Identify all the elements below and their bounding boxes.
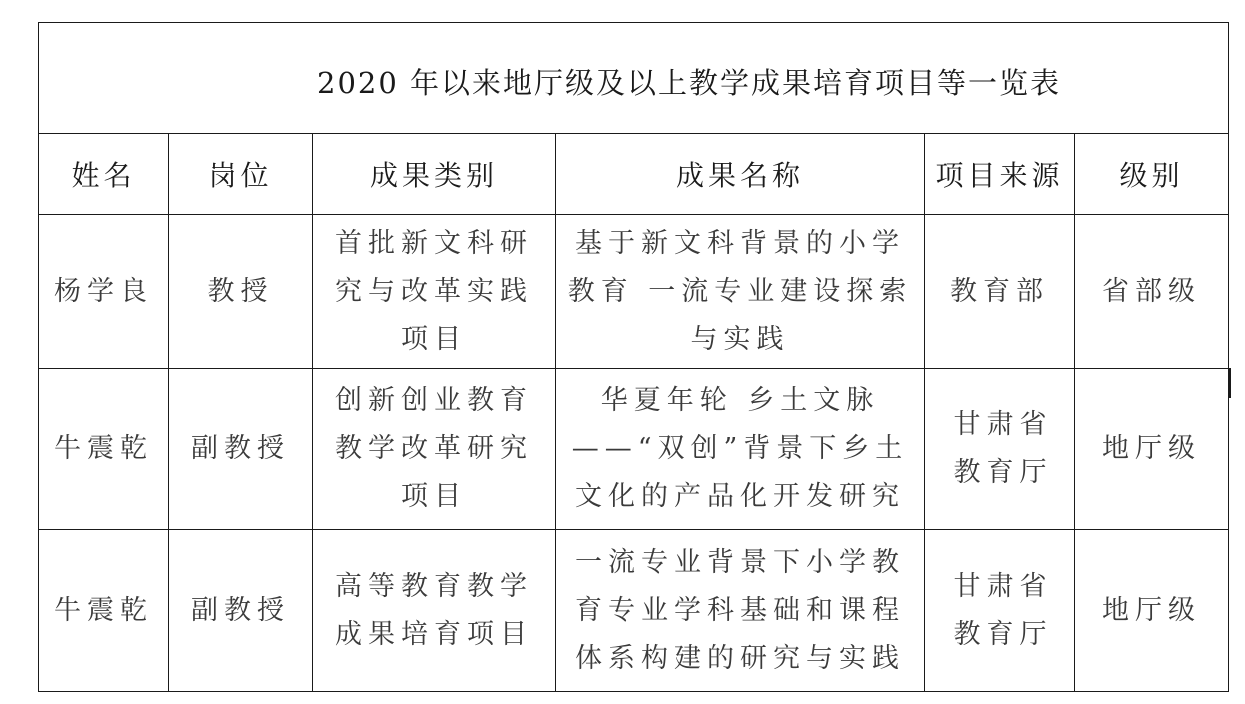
table-row — [39, 530, 1229, 692]
result-name-text: 一流专业背景下小学教育专业学科基础和课程体系构建的研究与实践 — [575, 546, 905, 674]
text-cursor-mark — [1229, 368, 1231, 398]
header-name: 姓名 — [39, 134, 169, 215]
category-text: 创新创业教育教学改革研究项目 — [335, 385, 533, 512]
cell-source — [925, 369, 1075, 530]
header-position: 岗位 — [169, 134, 313, 215]
category-text: 高等教育教学成果培育项目 — [335, 570, 533, 650]
table-row — [39, 215, 1229, 369]
title-row — [39, 23, 1229, 134]
result-name-text: 华夏年轮 乡土文脉——“双创”背景下乡土文化的产品化开发研究 — [571, 385, 909, 512]
source-text: 甘肃省教育厅 — [953, 570, 1053, 650]
cell-position: 副教授 — [169, 530, 313, 692]
cell-level: 地厅级 — [1075, 369, 1229, 530]
header-level: 级别 — [1075, 134, 1229, 215]
cell-result-name — [556, 369, 925, 530]
header-category: 成果类别 — [313, 134, 556, 215]
cell-position: 教授 — [169, 215, 313, 369]
cell-name: 杨学良 — [39, 215, 169, 369]
header-result-name: 成果名称 — [556, 134, 925, 215]
cell-level: 地厅级 — [1075, 530, 1229, 692]
header-source: 项目来源 — [925, 134, 1075, 215]
header-row — [39, 134, 1229, 215]
cell-position: 副教授 — [169, 369, 313, 530]
results-table — [38, 22, 1229, 692]
cell-name: 牛震乾 — [39, 369, 169, 530]
title-cell — [39, 23, 1229, 134]
cell-result-name — [556, 215, 925, 369]
document-page — [38, 22, 1228, 690]
cell-result-name — [556, 530, 925, 692]
table-row — [39, 369, 1229, 530]
cell-category — [313, 369, 556, 530]
cell-source: 教育部 — [925, 215, 1075, 369]
cell-level: 省部级 — [1075, 215, 1229, 369]
table-title: 2020 年以来地厅级及以上教学成果培育项目等一览表 — [317, 66, 1062, 100]
cell-name: 牛震乾 — [39, 530, 169, 692]
source-text: 甘肃省教育厅 — [953, 409, 1053, 488]
category-text: 首批新文科研究与改革实践项目 — [335, 227, 533, 355]
cell-category — [313, 215, 556, 369]
cell-category — [313, 530, 556, 692]
cell-source — [925, 530, 1075, 692]
result-name-text: 基于新文科背景的小学教育 一流专业建设探索与实践 — [567, 227, 913, 355]
